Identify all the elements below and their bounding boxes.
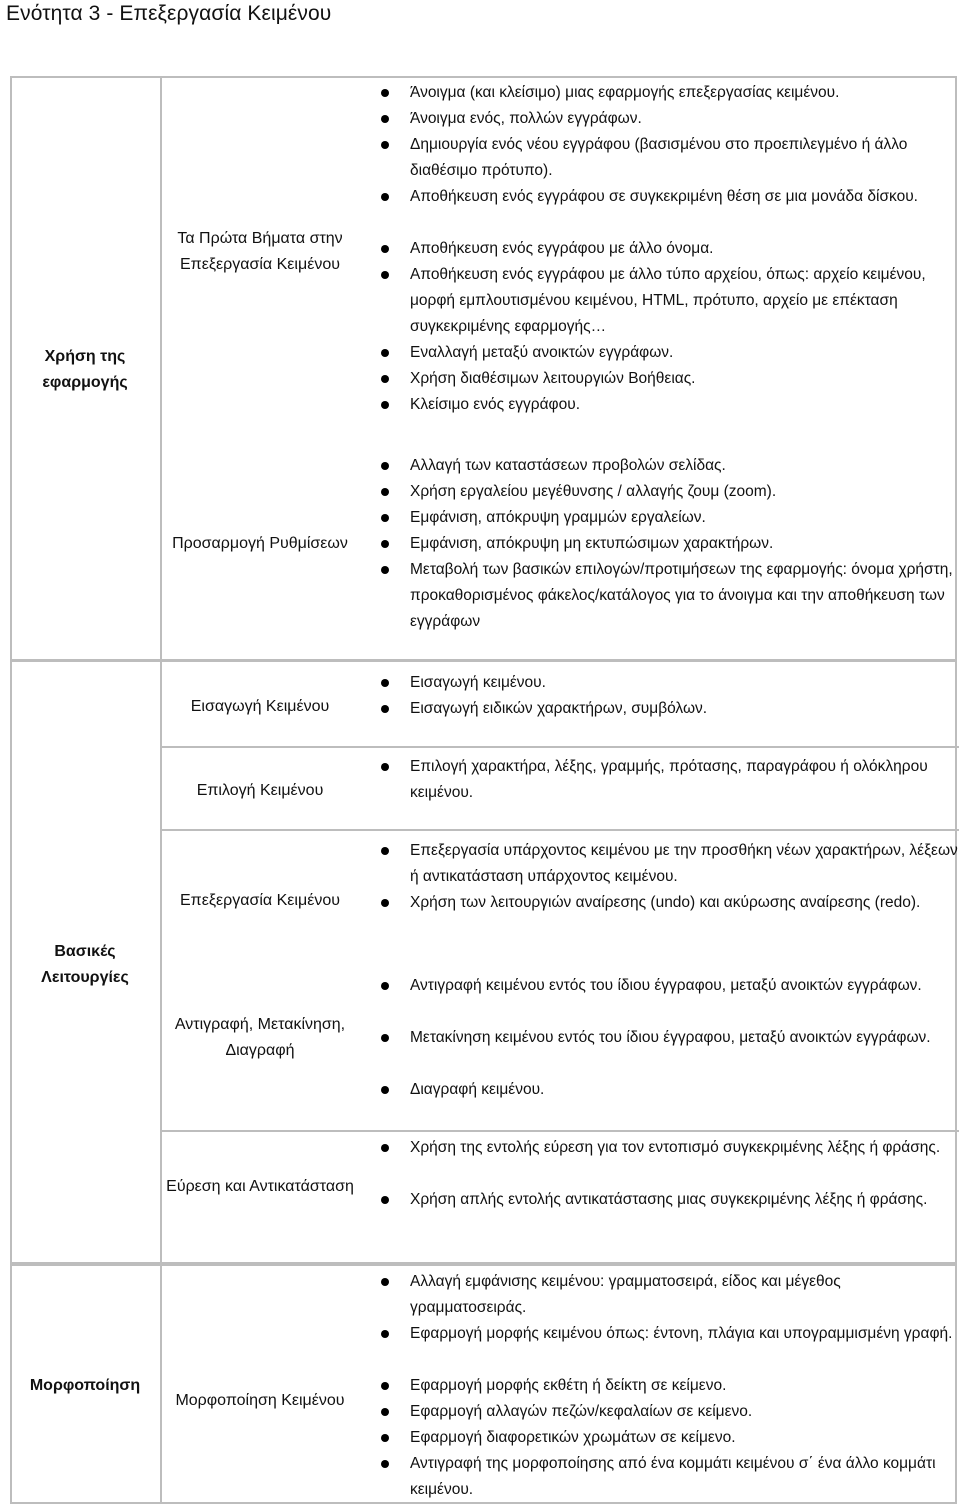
row-divider xyxy=(162,746,959,748)
bullet-icon xyxy=(381,847,389,855)
section-title: Χρήση της εφαρμογής xyxy=(42,348,128,391)
bullet-icon xyxy=(381,566,389,574)
list-item: Μετακίνηση κειμένου εντός του ίδιου έγγραφου, μεταξύ ανοικτών εγγράφων. xyxy=(410,1029,931,1046)
subsection-title: Επεξεργασία Κειμένου xyxy=(180,892,340,909)
section-block-usage xyxy=(10,76,957,661)
bullet-icon xyxy=(381,540,389,548)
row-divider xyxy=(162,1130,959,1132)
list-item: Εναλλαγή μεταξύ ανοικτών εγγράφων. xyxy=(410,344,674,361)
page-title: Ενότητα 3 - Επεξεργασία Κειμένου xyxy=(6,2,332,25)
list-item: Εμφάνιση, απόκρυψη γραμμών εργαλείων. xyxy=(410,509,706,526)
bullet-icon xyxy=(381,705,389,713)
list-item: Χρήση διαθέσιμων λειτουργιών Βοήθειας. xyxy=(410,370,696,387)
bullet-icon xyxy=(381,115,389,123)
section-title: Μορφοποίηση xyxy=(29,1377,141,1394)
bullet-icon xyxy=(381,899,389,907)
bullet-icon xyxy=(381,1086,389,1094)
bullet-icon xyxy=(381,488,389,496)
bullet-icon xyxy=(381,1034,389,1042)
list-item: Κλείσιμο ενός εγγράφου. xyxy=(410,396,581,413)
list-item: Χρήση απλής εντολής αντικατάστασης μιας συγκεκριμένης λέξης ή φράσης. xyxy=(410,1191,928,1208)
list-item: Αλλαγή εμφάνισης κειμένου: γραμματοσειρά, είδος και μέγεθος γραμματοσειράς. xyxy=(410,1273,841,1316)
subsection-title: Αντιγραφή, Μετακίνηση, Διαγραφή xyxy=(174,1016,346,1059)
bullet-icon xyxy=(381,375,389,383)
bullet-icon xyxy=(381,1408,389,1416)
list-item: Επεξεργασία υπάρχοντος κειμένου με την προσθήκη νέων χαρακτήρων, λέξεων ή αντικατάσταση υπάρχοντος κειμένου. xyxy=(410,842,958,885)
bullet-icon xyxy=(381,1144,389,1152)
list-item: Αποθήκευση ενός εγγράφου με άλλο τύπο αρχείου, όπως: αρχείο κειμένου, μορφή εμπλουτισμένου κειμένου, HTML, πρότυπο, αρχείο με επέκταση συγκεκριμένης εφαρμογής… xyxy=(410,266,926,335)
bullet-icon xyxy=(381,763,389,771)
bullet-icon xyxy=(381,141,389,149)
bullet-icon xyxy=(381,462,389,470)
subsection-title: Μορφοποίηση Κειμένου xyxy=(175,1392,345,1409)
column-divider xyxy=(160,662,162,1262)
list-item: Εισαγωγή κειμένου. xyxy=(410,674,546,691)
list-item: Αποθήκευση ενός εγγράφου σε συγκεκριμένη θέση σε μια μονάδα δίσκου. xyxy=(410,188,918,205)
bullet-icon xyxy=(381,1460,389,1468)
bullet-icon xyxy=(381,514,389,522)
bullet-icon xyxy=(381,401,389,409)
row-divider xyxy=(162,829,959,831)
bullet-icon xyxy=(381,1196,389,1204)
list-item: Δημιουργία ενός νέου εγγράφου (βασισμένου στο προεπιλεγμένο ή άλλο διαθέσιμο πρότυπο). xyxy=(410,136,908,179)
list-item: Επιλογή χαρακτήρα, λέξης, γραμμής, πρότασης, παραγράφου ή ολόκληρου κειμένου. xyxy=(410,758,928,801)
bullet-icon xyxy=(381,349,389,357)
bullet-icon xyxy=(381,89,389,97)
list-item: Χρήση εργαλείου μεγέθυνσης / αλλαγής ζουμ (zoom). xyxy=(410,483,777,500)
list-item: Αλλαγή των καταστάσεων προβολών σελίδας. xyxy=(410,457,726,474)
list-item: Εισαγωγή ειδικών χαρακτήρων, συμβόλων. xyxy=(410,700,708,717)
section-block-formatting xyxy=(10,1264,957,1504)
subsection-title: Προσαρμογή Ρυθμίσεων xyxy=(172,535,348,552)
bullet-icon xyxy=(381,1330,389,1338)
list-item: Άνοιγμα (και κλείσιμο) μιας εφαρμογής επεξεργασίας κειμένου. xyxy=(410,84,840,101)
list-item: Εφαρμογή μορφής κειμένου όπως: έντονη, πλάγια και υπογραμμισμένη γραφή. xyxy=(410,1325,953,1342)
list-item: Αντιγραφή της μορφοποίησης από ένα κομμάτι κειμένου σ΄ ένα άλλο κομμάτι κειμένου. xyxy=(410,1455,936,1498)
bullet-icon xyxy=(381,193,389,201)
list-item: Χρήση της εντολής εύρεση για τον εντοπισμό συγκεκριμένης λέξης ή φράσης. xyxy=(410,1139,941,1156)
column-divider xyxy=(160,1266,162,1502)
subsection-title: Εύρεση και Αντικατάσταση xyxy=(166,1178,354,1195)
subsection-title: Τα Πρώτα Βήματα στην Επεξεργασία Κειμένου xyxy=(177,230,343,273)
bullet-icon xyxy=(381,245,389,253)
list-item: Εφαρμογή μορφής εκθέτη ή δείκτη σε κείμενο. xyxy=(410,1377,727,1394)
bullet-icon xyxy=(381,1382,389,1390)
bullet-icon xyxy=(381,1278,389,1286)
column-divider xyxy=(160,78,162,659)
list-item: Άνοιγμα ενός, πολλών εγγράφων. xyxy=(410,110,642,127)
list-item: Χρήση των λειτουργιών αναίρεσης (undo) και ακύρωσης αναίρεσης (redo). xyxy=(410,894,921,911)
list-item: Αποθήκευση ενός εγγράφου με άλλο όνομα. xyxy=(410,240,714,257)
bullet-icon xyxy=(381,1434,389,1442)
bullet-icon xyxy=(381,271,389,279)
list-item: Μεταβολή των βασικών επιλογών/προτιμήσεων της εφαρμογής: όνομα χρήστη, προκαθορισμένος φάκελος/κατάλογος για το άνοιγμα και την αποθήκευση των εγγράφων xyxy=(410,561,953,630)
bullet-icon xyxy=(381,679,389,687)
list-item: Εμφάνιση, απόκρυψη μη εκτυπώσιμων χαρακτήρων. xyxy=(410,535,774,552)
subsection-title: Επιλογή Κειμένου xyxy=(196,782,324,799)
list-item: Αντιγραφή κειμένου εντός του ίδιου έγγραφου, μεταξύ ανοικτών εγγράφων. xyxy=(410,977,922,994)
section-block-basic-functions xyxy=(10,660,957,1264)
bullet-icon xyxy=(381,982,389,990)
list-item: Εφαρμογή διαφορετικών χρωμάτων σε κείμενο. xyxy=(410,1429,736,1446)
section-title: Βασικές Λειτουργίες xyxy=(41,943,129,986)
subsection-title: Εισαγωγή Κειμένου xyxy=(190,698,330,715)
list-item: Εφαρμογή αλλαγών πεζών/κεφαλαίων σε κείμενο. xyxy=(410,1403,753,1420)
list-item: Διαγραφή κειμένου. xyxy=(410,1081,545,1098)
